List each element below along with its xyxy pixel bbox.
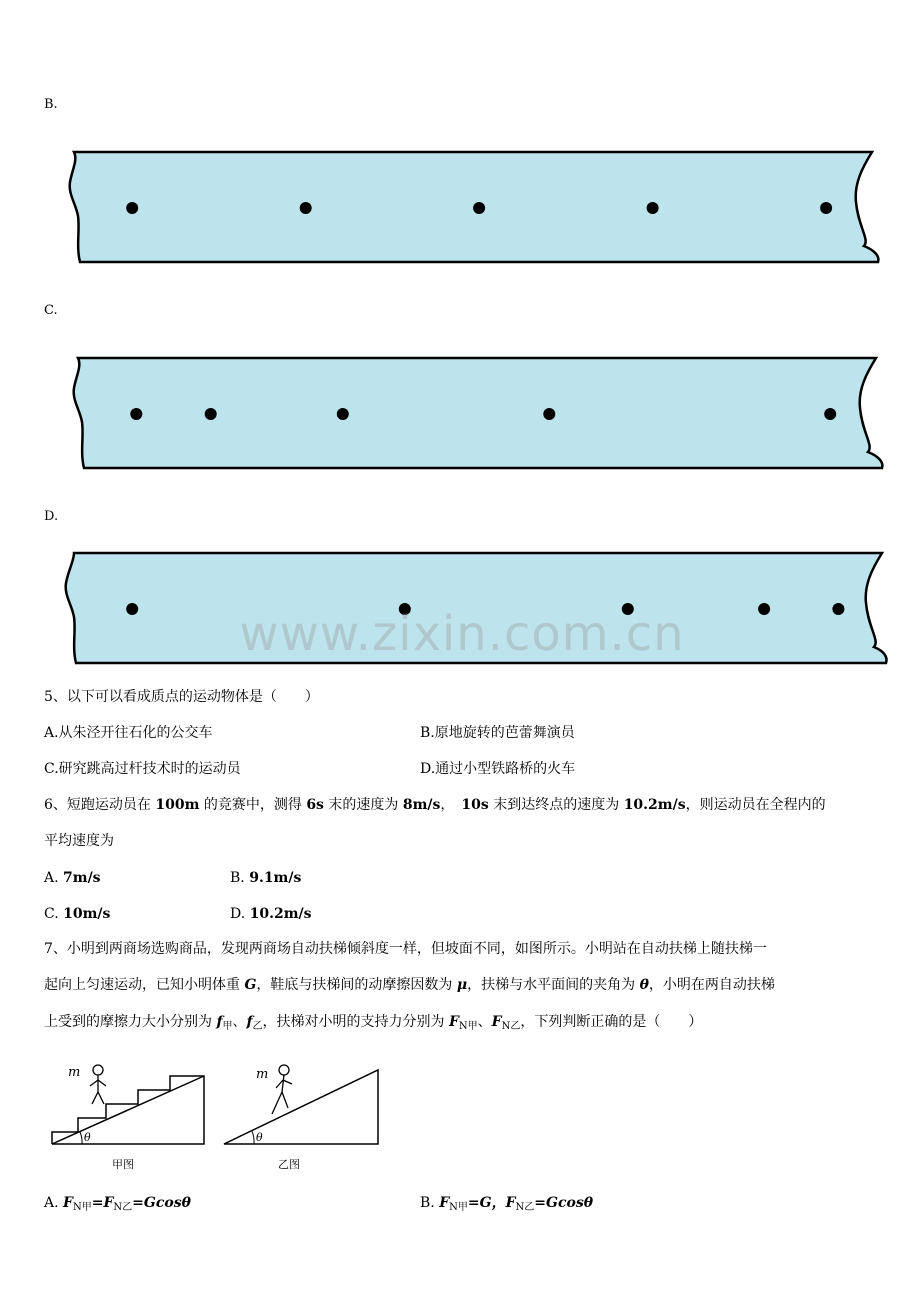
q7-stem-line2: 起向上匀速运动，已知小明体重 G，鞋底与扶梯间的动摩擦因数为 μ，扶梯与水平面间的夹角为 θ，小明在两自动扶梯: [44, 977, 775, 993]
q6-stem-line1: 6、短跑运动员在 100m 的竞赛中，测得 6s 末的速度为 8m/s， 10s 末到达终点的速度为 10.2m/s，则运动员在全程内的: [44, 797, 826, 813]
tape-dot: [300, 202, 312, 214]
q6-stem-line2: 平均速度为: [44, 833, 114, 849]
stick-figure-yi: [272, 1065, 292, 1114]
tape-dot: [820, 202, 832, 214]
tape-dot: [126, 202, 138, 214]
tape-dot: [543, 408, 555, 420]
figure-yi-ramp-escalator: [222, 1058, 382, 1176]
watermark: www.zixin.com.cn: [239, 606, 685, 662]
tape-dot: [758, 603, 770, 615]
tape-dot: [647, 202, 659, 214]
q6-option-b: B. 9.1m/s: [230, 870, 302, 886]
tape-dot: [205, 408, 217, 420]
q6-option-c: C. 10m/s: [44, 906, 111, 922]
stick-figure-jia: [90, 1065, 106, 1104]
ticker-tape-c: [62, 352, 888, 474]
figure-jia-stair-escalator: [48, 1058, 208, 1176]
q6-option-a: A. 7m/s: [44, 870, 101, 886]
ticker-tape-b: [62, 146, 888, 268]
option-b-label: B.: [44, 97, 58, 112]
q5-option-b: B.原地旋转的芭蕾舞演员: [420, 725, 575, 741]
tape-dot: [824, 408, 836, 420]
tape-dot: [130, 408, 142, 420]
q5-option-a: A.从朱泾开往石化的公交车: [44, 725, 213, 741]
q5-stem: 5、以下可以看成质点的运动物体是（ ）: [44, 689, 319, 705]
q7-option-a: A. $F_{N甲}=F_{N乙}=Gcos\theta$: [44, 1195, 191, 1213]
option-d-label: D.: [44, 509, 59, 524]
caption-yi: 乙图: [278, 1158, 300, 1171]
q7-option-b: B. $F_{N甲}=G$，$F_{N乙}=Gcos\theta$: [420, 1195, 594, 1213]
tape-dot: [832, 603, 844, 615]
option-c-label: C.: [44, 303, 58, 318]
theta-label-yi: θ: [256, 1131, 263, 1144]
caption-jia: 甲图: [112, 1158, 134, 1171]
q5-option-d: D.通过小型铁路桥的火车: [420, 761, 576, 777]
tape-dot: [473, 202, 485, 214]
q7-stem-line1: 7、小明到两商场选购商品，发现两商场自动扶梯倾斜度一样，但坡面不同，如图所示。小明站在自动扶梯上随扶梯一: [44, 941, 767, 957]
tape-dot: [337, 408, 349, 420]
q5-option-c: C.研究跳高过杆技术时的运动员: [44, 761, 241, 777]
tape-dot: [126, 603, 138, 615]
q7-stem-line3: 上受到的摩擦力大小分别为 $f_甲$、$f_乙$，扶梯对小明的支持力分别为 $F_{N甲}$、$F_{N乙}$，下列判断正确的是（ ）: [44, 1014, 703, 1032]
q6-option-d: D. 10.2m/s: [230, 906, 312, 922]
theta-label-jia: θ: [84, 1131, 91, 1144]
mass-label-jia: m: [68, 1065, 81, 1080]
mass-label-yi: m: [256, 1067, 269, 1082]
